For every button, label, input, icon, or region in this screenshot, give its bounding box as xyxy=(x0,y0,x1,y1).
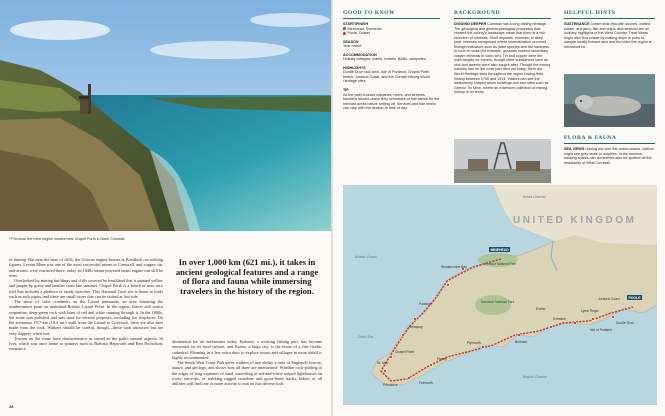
end-tag-poole: POOLE xyxy=(628,295,641,300)
accommodation-value: Holiday cottages, hotels, hostels, B&Bs, campsites xyxy=(343,57,426,62)
page-number: 28 xyxy=(9,404,14,409)
country-label: UNITED KINGDOM xyxy=(513,215,637,226)
photo-caption xyxy=(9,237,125,241)
start-finish-label: START/FINISH xyxy=(343,22,369,26)
flora-fauna-box xyxy=(564,147,655,165)
route-map xyxy=(343,185,657,405)
mine-headframe-photo xyxy=(454,139,551,183)
start-tag-minehead: MINEHEAD xyxy=(490,247,509,252)
flora-fauna-lead: SEA VIEWS xyxy=(564,147,585,151)
place-lyme-regis: Lyme Regis xyxy=(581,309,599,313)
helpful-hints-text: Cream teas (tea with scones, clotted cream, and jam), fish and chips, and seafood are all culinary highlights of the West Country. Treat hikers might also find solace by making stops in pubs to sample locally brewed ales and the cider the region is renowned for. xyxy=(564,22,652,49)
background-text: Cornwall has a long mining heritage. The geological and geomorphological processes that created the county's landscape mean that there is a rich selection of minerals. Shelf deposits, minerals, in deep past, minerals recognised where mineralization occurred through indicators such as plant species and the hardness or tone of rocks (for example, gossans marked secondary copper minerals or lode rich). Tin and copper were the main targets for miners, though other substances such as zinc and arsenic were also sought after. Though the mining industry has for the most part died out today, there are World Heritage sites throughout the region tracing their history between 1700 and 1914. Visitors can see the distinctively shaped stone buildings and tour sites such as Geevor Tin Mine, where an extensive collection of mining history is on show. xyxy=(454,22,551,95)
place-durdle-door: Durdle Door xyxy=(616,321,634,325)
mine-thumbnail xyxy=(454,139,551,183)
place-falmouth: Falmouth xyxy=(419,381,433,385)
place-exmoor: Exmoor National Park xyxy=(485,262,517,266)
helpful-hints-heading: HELPFUL HINTS xyxy=(564,10,655,19)
pin-icon xyxy=(343,32,346,35)
good-to-know-heading: GOOD TO KNOW xyxy=(343,10,440,19)
body-column-1 xyxy=(9,257,163,352)
atlantic-label: Atlantic Ocean xyxy=(355,255,377,259)
caption-text: Previous: the mine engine houses near Chapel Porth in North Cornwall. xyxy=(11,237,126,241)
paragraph: The show of color continues on the Lizard peninsula, an area featuring the southernmost point on mainland Britain, Lizard Point. In the region, hikers will notice serpentine, deep-green rock with lines of red and white running through it. In the 1800s, the stone was polished and was used for diverse purposes, including for fireplaces. On the strenuous 18.7-km (10.4 mi.) walk from the Lizard to Coverack, there are also sites made from the rock. Walkers should be careful, though—these look attractive but are very slippery when wet. xyxy=(9,299,163,336)
paragraph: of mining. But near the base of cliffs, the Crowns engine houses at Botallack cut striking figures. Levant Mine was one of the most successful mines in Cornwall, and copper, tin, and arsenic were extracted there; today its 1840s steam-powered beam engine can still be seen. xyxy=(9,257,163,278)
english-channel-label: English Channel xyxy=(523,375,548,379)
caption-marker: * xyxy=(9,237,11,241)
pin-icon xyxy=(343,27,346,30)
place-fowey: Fowey xyxy=(437,357,447,361)
tip-label: TIP xyxy=(343,88,349,93)
place-plymouth: Plymouth xyxy=(467,341,481,345)
highlights-label: HIGHLIGHTS xyxy=(343,65,366,70)
accommodation-label: ACCOMMODATION xyxy=(343,52,377,57)
body-column-2 xyxy=(172,339,322,386)
tip-value: As the path crosses estuaries, rivers, and streams, travelers should check ferry schedules or tide tables for the relevant areas before setting off. Services and tide levels can vary with the season or time of day. xyxy=(343,92,440,111)
place-newquay: Newquay xyxy=(409,325,423,329)
place-exeter: Exeter xyxy=(536,307,546,311)
paragraph: Overlooked by mining buildings and cliffs covered by heathland that is painted yellow and purple by gorse and heather from late summer, Chapel Porth is a beach of note on a trail that includes a plethora of sandy stretches. This National Trust site is home to birds such as rock pipits, and there are small caves that can be visited at low tide. xyxy=(9,278,163,299)
start-value: Minehead, Somerset xyxy=(347,26,382,31)
background-heading: BACKGROUND xyxy=(454,10,551,19)
good-to-know-box xyxy=(343,22,440,111)
grey-seal-photo xyxy=(564,74,655,127)
place-woolacombe: Woolacombe Bay xyxy=(441,265,467,269)
flora-fauna-heading: FLORA & FAUNA xyxy=(564,135,655,144)
pull-quote: In over 1,000 km (621 mi.), it takes in ancient geological features and a range of flora and fauna while immersing travelers in the history of the region. xyxy=(175,257,319,296)
background-lead: DIGGING DEEPER xyxy=(454,22,487,26)
finish-row xyxy=(343,31,440,36)
place-dartmoor: Dartmoor National Park xyxy=(481,300,515,304)
flora-fauna-text: Gazing out over the ocean waves, visitors might see grey seals or dolphins. In the summer, basking sharks can sometimes also be spotted off the headlands of West Cornwall. xyxy=(564,147,654,165)
celtic-sea-label: Celtic Sea xyxy=(358,335,374,339)
place-st-ives: St. Ives xyxy=(377,361,388,365)
place-chapel-porth: Chapel Porth xyxy=(395,350,415,354)
left-page xyxy=(0,0,332,416)
place-isle-of-portland: Isle of Portland xyxy=(590,328,612,332)
place-brixham: Brixham xyxy=(515,340,528,344)
seal-thumbnail xyxy=(564,74,655,127)
background-box xyxy=(454,22,551,95)
place-exmouth: Exmouth xyxy=(553,317,567,321)
place-jurassic-coast: Jurassic Coast xyxy=(598,297,620,301)
helpful-hints-lead: SUSTENANCE xyxy=(564,22,590,26)
right-page xyxy=(333,0,665,416)
paragraph: Towans on the route have characteristics as varied as the path's natural aspects: St Ives, which was once home to painters such as Barbara Hepworth and Ben Nicholson, remains a xyxy=(9,335,163,352)
season-label: SEASON xyxy=(343,39,359,44)
mine-engine-house-photo xyxy=(0,0,332,231)
place-padstow: Padstow xyxy=(419,302,432,306)
coast-photo xyxy=(0,0,332,231)
bristol-channel-label: Bristol Channel xyxy=(523,195,546,199)
paragraph: The South West Coast Path gives walkers of any ability a taste of England's history, nature, and geology, and shows how all three are intertwined. Whether rock-pooling at the edges of long expanses of sand, marveling at red-and-white striped lighthouses on rocky outcrops, or trekking rugged coastline and gorse-lined tracks, hikers of all abilities will find one or more activity to suit on this diverse trail. xyxy=(172,360,322,386)
season-value: Year-round xyxy=(343,44,362,49)
paragraph: destination for art enthusiasts today. Padstow, a working fishing port, has become renowned for its food culture; and Exeter, a large city, is the home of a fine Gothic cathedral. Planning in a few extra days to explore towns and villages in more detail is highly recommended. xyxy=(172,339,322,360)
place-penzance: Penzance xyxy=(383,383,398,387)
finish-value: Poole, Dorset xyxy=(347,31,370,36)
helpful-hints-box xyxy=(564,22,655,49)
highlights-value: Durdle Door rock arch, Isle of Portland, Chapel Porth beach, Jurassic Coast, and the Cornish Mining World Heritage sites xyxy=(343,70,430,84)
